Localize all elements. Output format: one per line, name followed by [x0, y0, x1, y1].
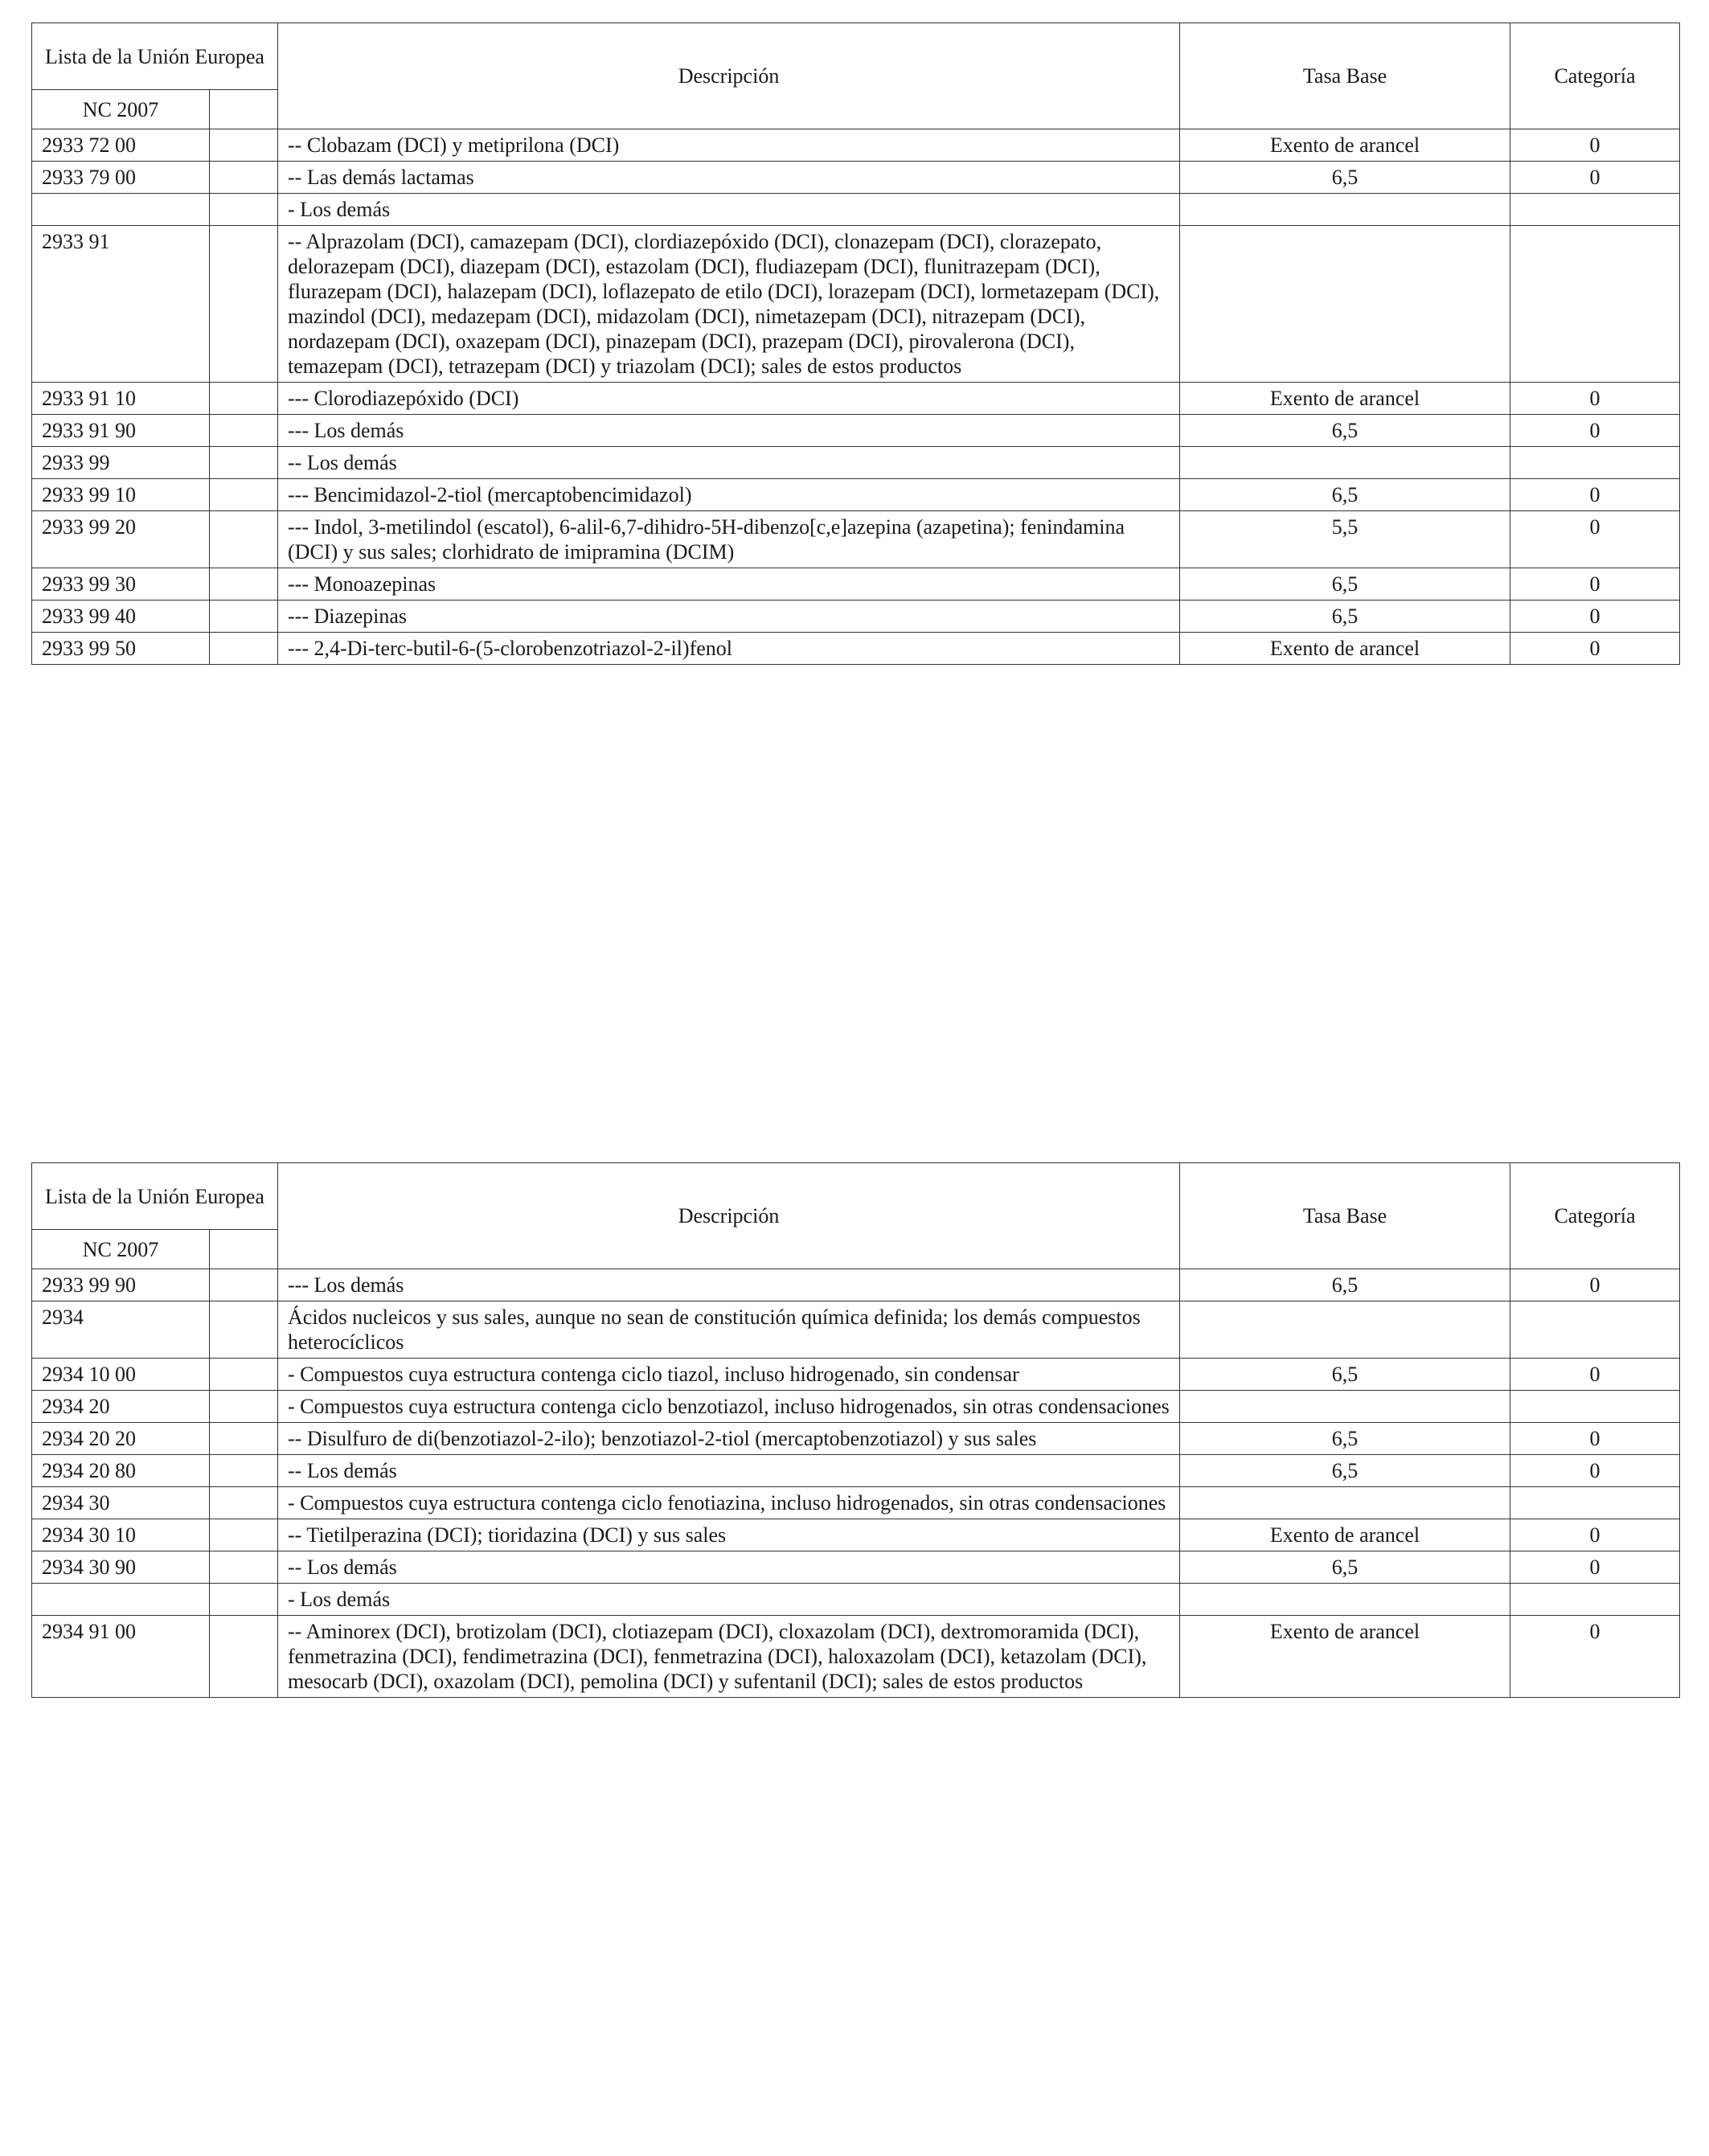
nc-header: NC 2007: [32, 1230, 210, 1269]
table-row: [32, 568, 1680, 600]
nc-code-cell: 2933 91: [32, 226, 210, 383]
blank-cell: [210, 1269, 278, 1301]
nc-code-cell: 2933 99: [32, 447, 210, 479]
table-row: [32, 1616, 1680, 1698]
description-cell: --- Diazepinas: [278, 600, 1180, 633]
table-row: [32, 479, 1680, 511]
rate-cell: 6,5: [1180, 1359, 1510, 1391]
category-cell: 0: [1510, 1359, 1680, 1391]
blank-cell: [210, 1359, 278, 1391]
tariff-table-1: [31, 23, 1680, 665]
nc-code-cell: 2934 30: [32, 1487, 210, 1519]
table-row: [32, 447, 1680, 479]
rate-cell: 6,5: [1180, 568, 1510, 600]
nc-code-cell: 2933 79 00: [32, 162, 210, 194]
rate-cell: Exento de arancel: [1180, 383, 1510, 415]
blank-cell: [210, 1423, 278, 1455]
description-cell: -- Los demás: [278, 447, 1180, 479]
description-cell: -- Los demás: [278, 1455, 1180, 1487]
nc-code-cell: 2933 99 30: [32, 568, 210, 600]
category-cell: 0: [1510, 568, 1680, 600]
description-cell: -- Disulfuro de di(benzotiazol-2-ilo); benzotiazol-2-tiol (mercaptobenzotiazol) y sus sales: [278, 1423, 1180, 1455]
tariff-table-2: [31, 1162, 1680, 1698]
category-cell: 0: [1510, 600, 1680, 633]
rate-header: Tasa Base: [1180, 23, 1510, 129]
description-cell: --- Los demás: [278, 1269, 1180, 1301]
description-cell: -- Las demás lactamas: [278, 162, 1180, 194]
rate-cell: Exento de arancel: [1180, 633, 1510, 665]
blank-cell: [210, 1584, 278, 1616]
nc-code-cell: 2933 91 10: [32, 383, 210, 415]
category-header: Categoría: [1510, 1163, 1680, 1269]
rate-cell: Exento de arancel: [1180, 1519, 1510, 1551]
rate-cell: 6,5: [1180, 1269, 1510, 1301]
blank-cell: [210, 1519, 278, 1551]
table-row: [32, 600, 1680, 633]
description-cell: - Compuestos cuya estructura contenga ciclo benzotiazol, incluso hidrogenados, sin otras condensaciones: [278, 1391, 1180, 1423]
description-header: Descripción: [278, 23, 1180, 129]
description-cell: --- Bencimidazol-2-tiol (mercaptobencimidazol): [278, 479, 1180, 511]
category-cell: [1510, 194, 1680, 226]
rate-cell: [1180, 1391, 1510, 1423]
nc-code-cell: [32, 1584, 210, 1616]
category-cell: [1510, 1391, 1680, 1423]
description-cell: - Compuestos cuya estructura contenga ciclo fenotiazina, incluso hidrogenados, sin otras condensaciones: [278, 1487, 1180, 1519]
category-cell: [1510, 447, 1680, 479]
table-row: [32, 383, 1680, 415]
category-cell: 0: [1510, 1455, 1680, 1487]
table-row: [32, 1584, 1680, 1616]
rate-cell: [1180, 194, 1510, 226]
category-cell: [1510, 226, 1680, 383]
table-row: [32, 1519, 1680, 1551]
nc-code-cell: [32, 194, 210, 226]
table-row: [32, 194, 1680, 226]
nc-code-cell: 2934 91 00: [32, 1616, 210, 1698]
description-cell: - Compuestos cuya estructura contenga ciclo tiazol, incluso hidrogenado, sin condensar: [278, 1359, 1180, 1391]
nc-code-cell: 2933 99 40: [32, 600, 210, 633]
table-row: [32, 162, 1680, 194]
category-cell: 0: [1510, 129, 1680, 162]
category-cell: 0: [1510, 633, 1680, 665]
nc-code-cell: 2934 30 10: [32, 1519, 210, 1551]
category-cell: 0: [1510, 511, 1680, 568]
rate-cell: 6,5: [1180, 479, 1510, 511]
description-header: Descripción: [278, 1163, 1180, 1269]
nc-code-cell: 2934 30 90: [32, 1551, 210, 1584]
blank-cell: [210, 1487, 278, 1519]
table-row: [32, 226, 1680, 383]
description-cell: --- 2,4-Di-terc-butil-6-(5-clorobenzotriazol-2-il)fenol: [278, 633, 1180, 665]
description-cell: --- Clorodiazepóxido (DCI): [278, 383, 1180, 415]
table-row: [32, 1359, 1680, 1391]
nc-code-cell: 2933 99 20: [32, 511, 210, 568]
category-cell: 0: [1510, 1551, 1680, 1584]
category-cell: 0: [1510, 1616, 1680, 1698]
nc-code-cell: 2933 72 00: [32, 129, 210, 162]
description-cell: --- Indol, 3-metilindol (escatol), 6-alil-6,7-dihidro-5H-dibenzo[c,e]azepina (azapetina); fenindamina (DCI) y sus sales; clorhidrato de imipramina (DCIM): [278, 511, 1180, 568]
table-row: [32, 633, 1680, 665]
blank-cell: [210, 1301, 278, 1359]
description-cell: -- Aminorex (DCI), brotizolam (DCI), clotiazepam (DCI), cloxazolam (DCI), dextromoramida (DCI), fenmetrazina (DCI), fendimetrazina (DCI), fenmetrazina (DCI), haloxazolam (DCI), ketazolam (DCI), mesocarb (DCI), oxazolam (DCI), pemolina (DCI) y sufentanil (DCI); sales de estos productos: [278, 1616, 1180, 1698]
rate-cell: 6,5: [1180, 1455, 1510, 1487]
rate-cell: 6,5: [1180, 1423, 1510, 1455]
blank-header-cell: [210, 90, 278, 129]
rate-cell: 5,5: [1180, 511, 1510, 568]
table-row: [32, 1423, 1680, 1455]
rate-cell: [1180, 1487, 1510, 1519]
description-cell: - Los demás: [278, 1584, 1180, 1616]
category-cell: 0: [1510, 162, 1680, 194]
rate-cell: [1180, 226, 1510, 383]
blank-cell: [210, 1551, 278, 1584]
blank-cell: [210, 568, 278, 600]
rate-cell: Exento de arancel: [1180, 129, 1510, 162]
description-cell: - Los demás: [278, 194, 1180, 226]
description-cell: Ácidos nucleicos y sus sales, aunque no sean de constitución química definida; los demás compuestos heterocíclicos: [278, 1301, 1180, 1359]
table-row: [32, 1269, 1680, 1301]
nc-code-cell: 2933 99 90: [32, 1269, 210, 1301]
category-cell: [1510, 1487, 1680, 1519]
table-row: [32, 1551, 1680, 1584]
blank-cell: [210, 415, 278, 447]
table-row: [32, 1391, 1680, 1423]
blank-cell: [210, 600, 278, 633]
blank-cell: [210, 447, 278, 479]
blank-cell: [210, 511, 278, 568]
table-row: [32, 511, 1680, 568]
rate-cell: Exento de arancel: [1180, 1616, 1510, 1698]
description-cell: -- Tietilperazina (DCI); tioridazina (DCI) y sus sales: [278, 1519, 1180, 1551]
rate-cell: 6,5: [1180, 162, 1510, 194]
nc-code-cell: 2934 10 00: [32, 1359, 210, 1391]
description-cell: -- Alprazolam (DCI), camazepam (DCI), clordiazepóxido (DCI), clonazepam (DCI), clorazepato, delorazepam (DCI), diazepam (DCI), estazolam (DCI), fludiazepam (DCI), flunitrazepam (DCI), flurazepam (DCI), halazepam (DCI), loflazepato de etilo (DCI), lorazepam (DCI), lormetazepam (DCI), mazindol (DCI), medazepam (DCI), midazolam (DCI), nimetazepam (DCI), nitrazepam (DCI), nordazepam (DCI), oxazepam (DCI), pinazepam (DCI), prazepam (DCI), pirovalerona (DCI), temazepam (DCI), tetrazepam (DCI) y triazolam (DCI); sales de estos productos: [278, 226, 1180, 383]
blank-cell: [210, 479, 278, 511]
description-cell: -- Clobazam (DCI) y metiprilona (DCI): [278, 129, 1180, 162]
blank-header-cell: [210, 1230, 278, 1269]
nc-code-cell: 2934 20 20: [32, 1423, 210, 1455]
blank-cell: [210, 383, 278, 415]
blank-cell: [210, 633, 278, 665]
blank-cell: [210, 1616, 278, 1698]
category-cell: 0: [1510, 383, 1680, 415]
description-cell: --- Los demás: [278, 415, 1180, 447]
nc-code-cell: 2934 20: [32, 1391, 210, 1423]
nc-code-cell: 2933 91 90: [32, 415, 210, 447]
table-row: [32, 1301, 1680, 1359]
nc-code-cell: 2933 99 50: [32, 633, 210, 665]
rate-cell: 6,5: [1180, 415, 1510, 447]
nc-code-cell: 2934: [32, 1301, 210, 1359]
rate-cell: [1180, 1584, 1510, 1616]
description-cell: -- Los demás: [278, 1551, 1180, 1584]
category-cell: 0: [1510, 1423, 1680, 1455]
category-header: Categoría: [1510, 23, 1680, 129]
eu-list-header: Lista de la Unión Europea: [32, 1163, 278, 1230]
rate-cell: [1180, 447, 1510, 479]
table-body: [32, 1269, 1680, 1698]
description-cell: --- Monoazepinas: [278, 568, 1180, 600]
rate-header: Tasa Base: [1180, 1163, 1510, 1269]
blank-cell: [210, 129, 278, 162]
table-row: [32, 1487, 1680, 1519]
category-cell: 0: [1510, 1269, 1680, 1301]
category-cell: 0: [1510, 415, 1680, 447]
table-row: [32, 1455, 1680, 1487]
rate-cell: 6,5: [1180, 1551, 1510, 1584]
blank-cell: [210, 1455, 278, 1487]
table-body: [32, 129, 1680, 665]
category-cell: [1510, 1584, 1680, 1616]
blank-cell: [210, 226, 278, 383]
eu-list-header: Lista de la Unión Europea: [32, 23, 278, 90]
nc-code-cell: 2934 20 80: [32, 1455, 210, 1487]
category-cell: 0: [1510, 1519, 1680, 1551]
blank-cell: [210, 162, 278, 194]
rate-cell: 6,5: [1180, 600, 1510, 633]
rate-cell: [1180, 1301, 1510, 1359]
category-cell: [1510, 1301, 1680, 1359]
nc-code-cell: 2933 99 10: [32, 479, 210, 511]
blank-cell: [210, 1391, 278, 1423]
table-row: [32, 129, 1680, 162]
category-cell: 0: [1510, 479, 1680, 511]
nc-header: NC 2007: [32, 90, 210, 129]
blank-cell: [210, 194, 278, 226]
table-row: [32, 415, 1680, 447]
